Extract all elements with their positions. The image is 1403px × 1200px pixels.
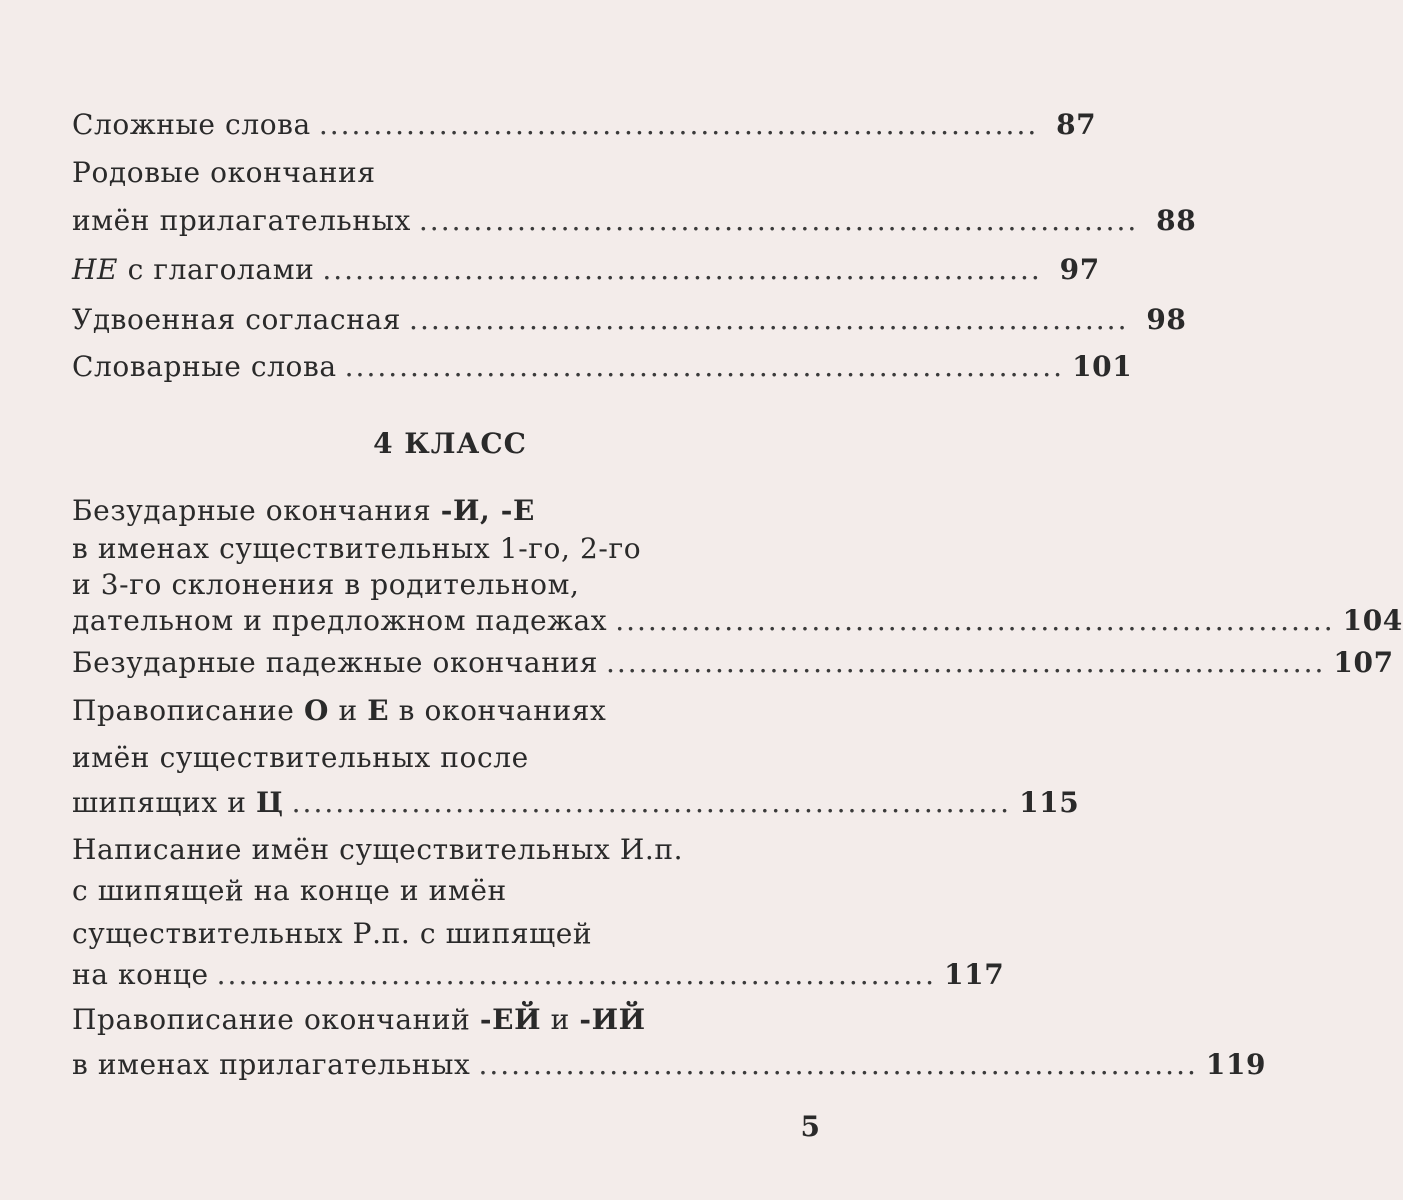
- toc-entry[interactable]: [72, 786, 1080, 820]
- toc-entry-page: 87: [1056, 108, 1097, 141]
- toc-entry-title: [72, 786, 284, 820]
- toc-entry-page: 88: [1156, 204, 1197, 237]
- toc-entry-title: и 3-го склонения в родительном,: [72, 568, 580, 601]
- toc-entry-page: 98: [1146, 303, 1187, 336]
- toc-entry-title: Правописание: [72, 694, 304, 727]
- toc-entry-title-bold: Е: [367, 694, 390, 727]
- toc-entry-line: [72, 156, 825, 190]
- toc-entry[interactable]: [72, 204, 1197, 238]
- toc-entry[interactable]: [72, 958, 1005, 992]
- toc-entry-title: в именах существительных 1-го, 2-го: [72, 532, 642, 565]
- toc-entry-title: [72, 253, 314, 287]
- toc-entry-page: 117: [944, 958, 1005, 991]
- toc-entry-line: [72, 532, 825, 566]
- toc-entry-line: [72, 874, 825, 908]
- toc-entry-title: Правописание окончаний: [72, 1003, 480, 1036]
- toc-entry-title: Сложные слова: [72, 108, 311, 141]
- dot-leader: ..................................................................: [409, 303, 1129, 336]
- toc-entry-title-bold: Ц: [255, 786, 284, 819]
- toc-entry[interactable]: [72, 303, 1187, 337]
- dot-leader: ..................................................................: [318, 108, 1039, 141]
- toc-entry[interactable]: [72, 604, 1403, 638]
- toc-entry-page: 119: [1205, 1048, 1267, 1081]
- toc-entry-title: на конце: [72, 958, 209, 991]
- toc-entry-title: имён существительных после: [72, 741, 529, 774]
- dot-leader: ..................................................................: [605, 646, 1326, 679]
- dot-leader: ..................................................................: [291, 786, 1012, 819]
- toc-entry-line: [72, 833, 825, 867]
- toc-entry-title: Словарные слова: [72, 350, 337, 383]
- toc-entry-title-italic: НЕ: [72, 253, 119, 286]
- toc-entry-title-bold: -И, -Е: [440, 494, 535, 527]
- dot-leader: ..................................................................: [322, 253, 1042, 286]
- toc-entry[interactable]: [72, 108, 1097, 142]
- toc-entry-title: в окончаниях: [389, 694, 607, 727]
- dot-leader: ..................................................................: [216, 958, 937, 991]
- toc-entry-page: 107: [1333, 646, 1394, 679]
- toc-entry-page: 97: [1059, 253, 1100, 286]
- section-heading: 4 КЛАСС: [373, 427, 527, 460]
- toc-entry-title: Родовые окончания: [72, 156, 376, 189]
- toc-entry[interactable]: [72, 646, 1394, 680]
- toc-entry-title-bold: -ЕЙ: [479, 1003, 542, 1036]
- toc-entry[interactable]: [72, 350, 1133, 384]
- toc-entry-title-rest: с глаголами: [118, 253, 315, 286]
- toc-entry-title: с шипящей на конце и имён: [72, 874, 507, 907]
- dot-leader: ..................................................................: [478, 1048, 1198, 1081]
- toc-entry-page: 115: [1019, 786, 1080, 819]
- toc-entry-title: Безударные падежные окончания: [72, 646, 598, 679]
- toc-entry-title-rest: шипящих и: [72, 786, 256, 819]
- toc-entry-line: [72, 494, 825, 528]
- dot-leader: ..................................................................: [418, 204, 1139, 237]
- toc-entry[interactable]: [72, 253, 1100, 287]
- toc-entry-page: 101: [1072, 350, 1133, 383]
- toc-entry-line: [72, 917, 825, 951]
- toc-entry-title: дательном и предложном падежах: [72, 604, 608, 637]
- toc-entry-title: Удвоенная согласная: [72, 303, 402, 336]
- toc-entry[interactable]: [72, 1048, 1267, 1082]
- toc-entry-page: 104: [1342, 604, 1403, 637]
- toc-entry-line: [72, 568, 825, 602]
- toc-entry-title: Безударные окончания: [72, 494, 441, 527]
- page-number: 5: [800, 1110, 820, 1143]
- toc-entry-line: [72, 1003, 825, 1037]
- toc-entry-title: в именах прилагательных: [72, 1048, 471, 1081]
- toc-entry-title: Написание имён существительных И.п.: [72, 833, 684, 866]
- toc-entry-title: имён прилагательных: [72, 204, 411, 237]
- toc-entry-title: и: [541, 1003, 580, 1036]
- dot-leader: ..................................................................: [615, 604, 1335, 637]
- toc-entry-title: и: [328, 694, 368, 727]
- toc-entry-title-bold: О: [303, 694, 329, 727]
- toc-entry-line: [72, 694, 825, 728]
- toc-entry-title-bold: -ИЙ: [579, 1003, 646, 1036]
- dot-leader: ..................................................................: [344, 350, 1065, 383]
- toc-entry-line: [72, 741, 825, 775]
- toc-entry-title: существительных Р.п. с шипящей: [72, 917, 593, 950]
